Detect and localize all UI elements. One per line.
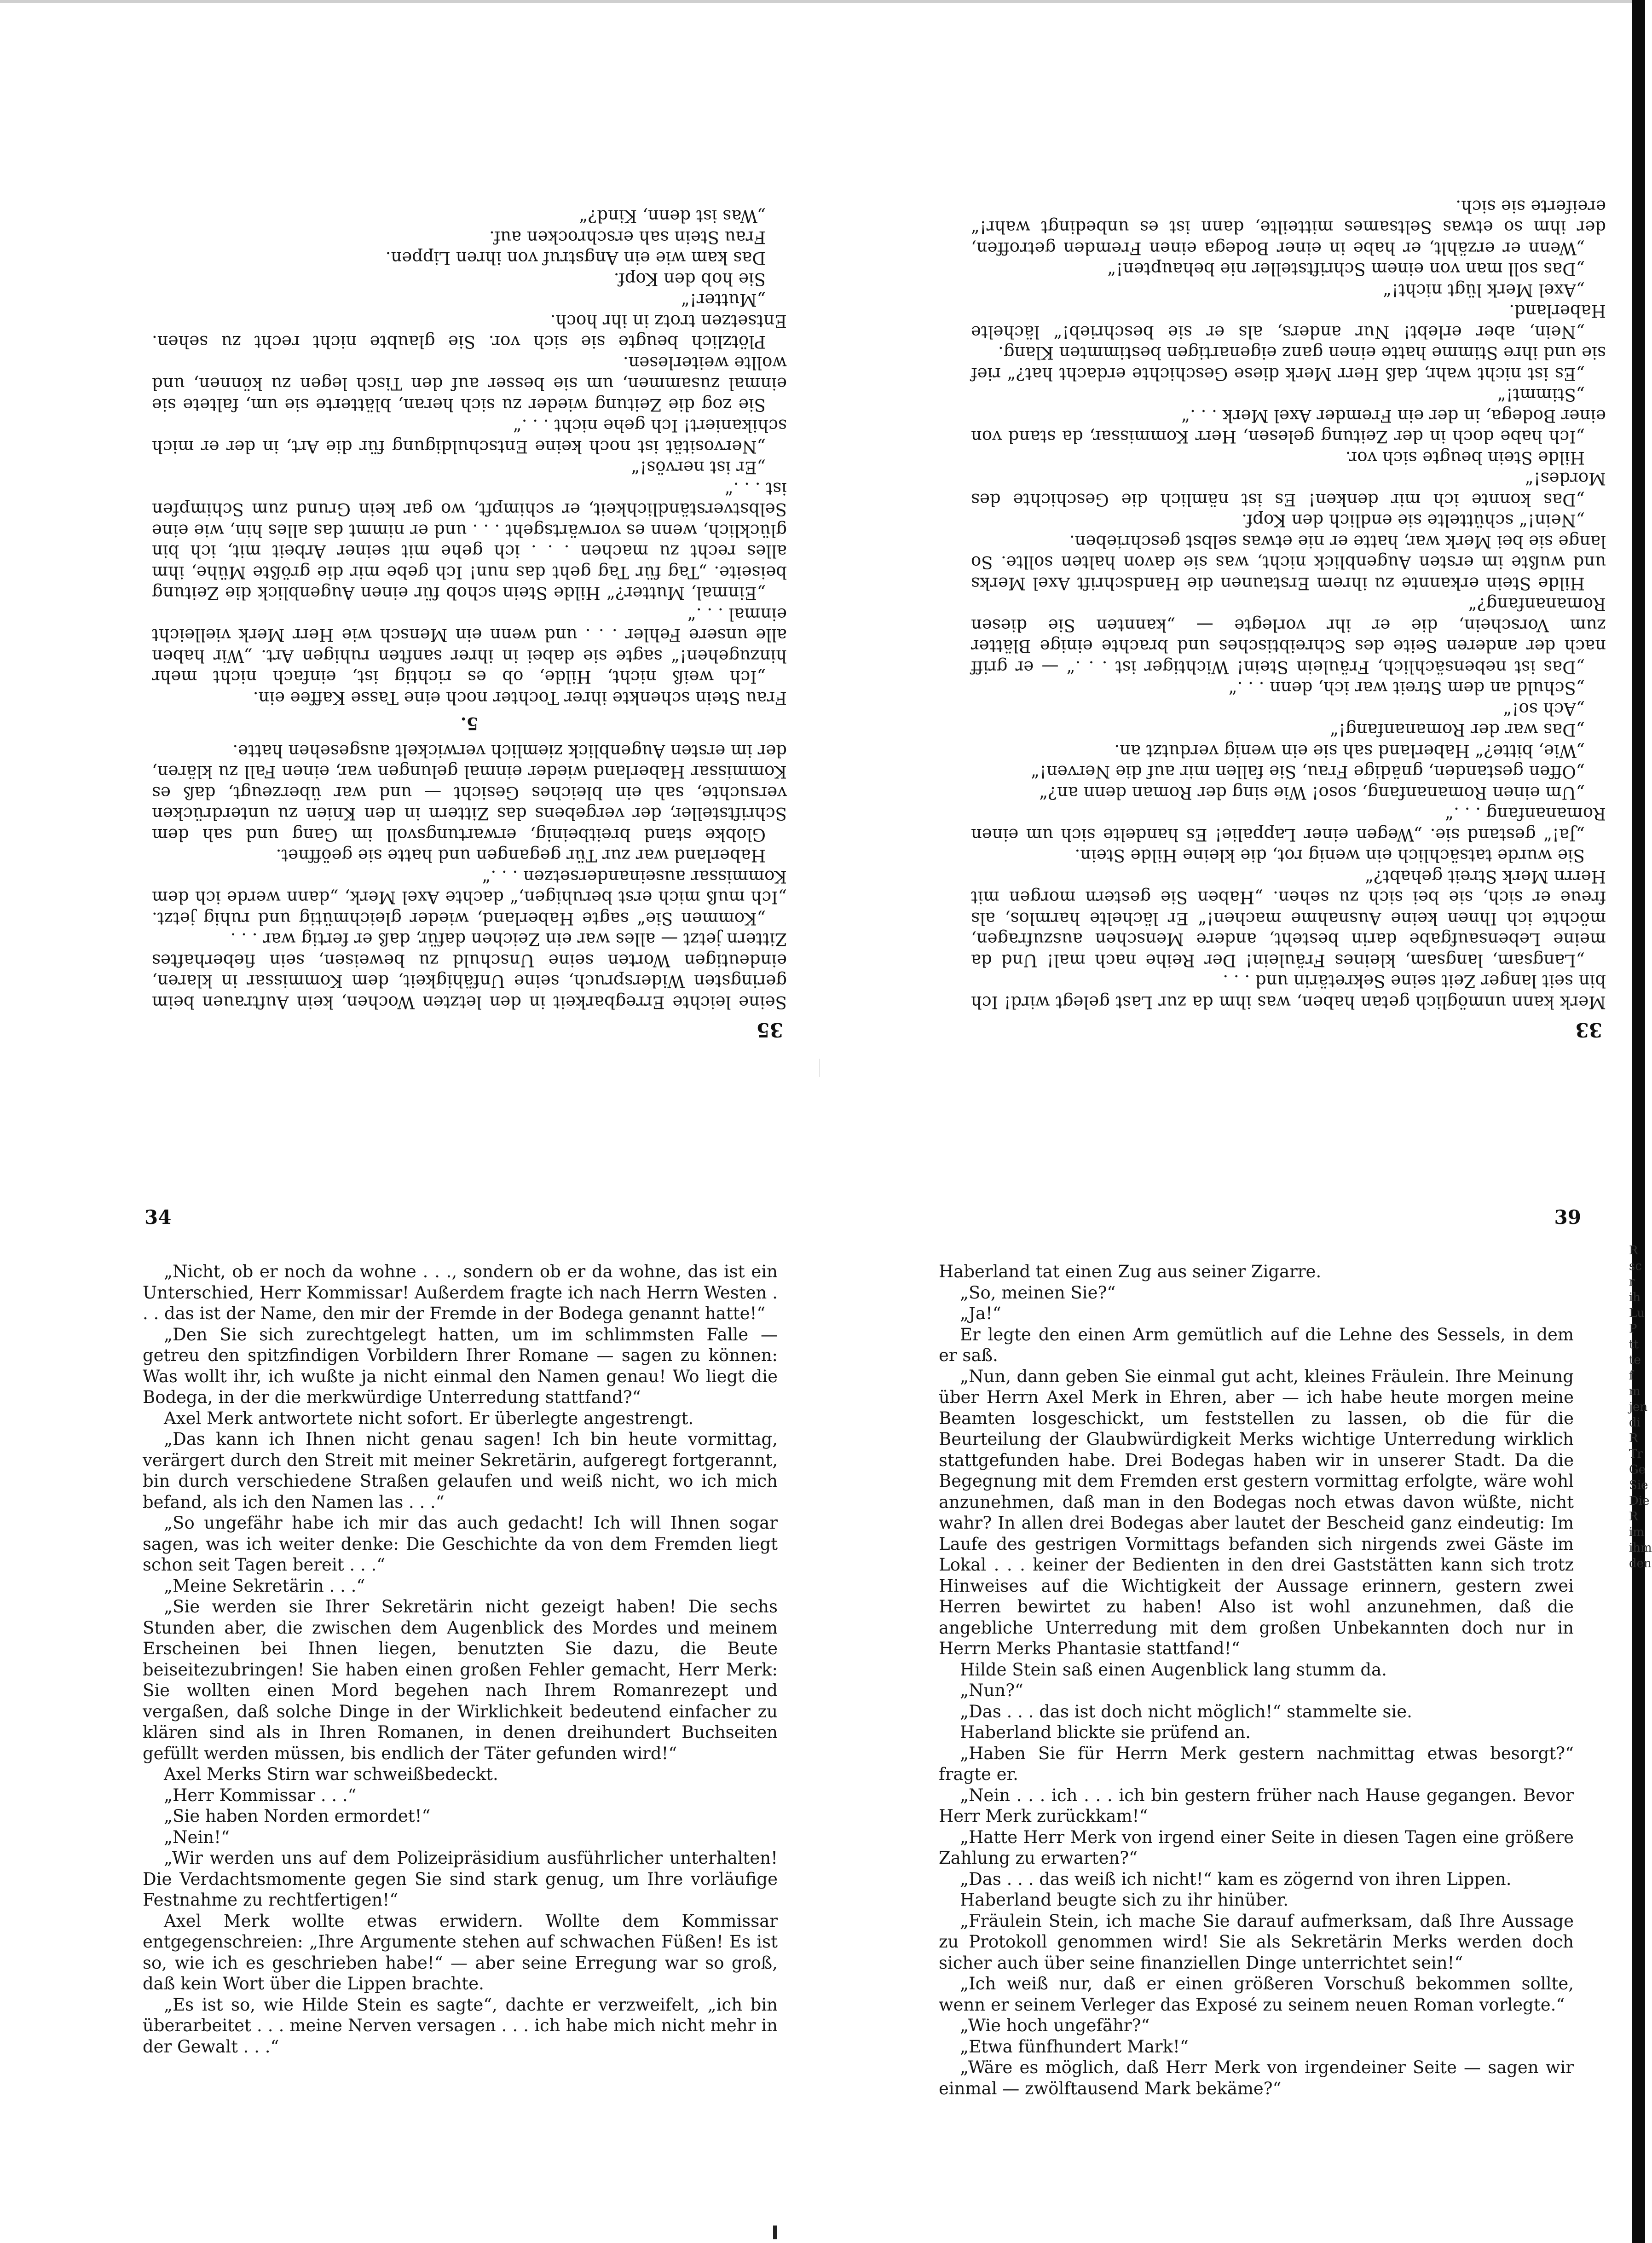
paragraph: „Hatte Herr Merk von irgend einer Seite in diesen Tagen eine größere Zahlung zu erwarten?“ (939, 1827, 1574, 1868)
paragraph: „Stimmt!“ (1497, 385, 1585, 405)
paragraph: „Axel Merk lügt nicht!“ (1383, 280, 1585, 300)
paragraph: „Wie, bitte?“ Haberland sah sie ein wenig verdutzt an. (1114, 741, 1585, 761)
strip-fragment: sc (1629, 1259, 1642, 1273)
section-number: 5. (460, 713, 479, 734)
strip-fragment: Die (1629, 1494, 1650, 1508)
paragraph: „Es ist so, wie Hilde Stein es sagte“, dachte er verzweifelt, „ich bin überarbeitet . . . meine Nerven versagen . . . ich habe mich nicht mehr in der Gewalt . . .“ (143, 1994, 778, 2057)
page-bottom-right (934, 1206, 1588, 2117)
strip-fragment: ih (1629, 1291, 1641, 1304)
paragraph: „Das . . . das weiß ich nicht!“ kam es zögernd von ihren Lippen. (960, 1869, 1512, 1889)
paragraph: Axel Merk antwortete nicht sofort. Er überlegte angestrengt. (164, 1408, 694, 1428)
strip-fragment: Ge (1629, 1463, 1646, 1477)
page-top-left (138, 138, 791, 1045)
paragraph: „Wenn er erzählt, er habe in einer Bodega einen Fremden getroffen, der ihm so etwas Seltsames mitteilte, dann ist es unbedingt wahr!“ ereiferte sie sich. (971, 197, 1606, 258)
strip-fragment: R (1629, 1244, 1638, 1258)
paragraph: „Um einen Romananfang, soso! Wie sing der Roman denn an?“ (1039, 783, 1585, 803)
paragraph: Axel Merks Stirn war schweißbedeckt. (164, 1764, 498, 1784)
paragraph: Frau Stein schenkte ihrer Tochter noch eine Tasse Kaffee ein. (253, 688, 787, 708)
paragraph: Haberland tat einen Zug aus seiner Zigarre. (939, 1262, 1322, 1281)
strip-fragment: Tr (1629, 1447, 1643, 1461)
page-number: 35 (756, 1019, 783, 1041)
paragraph: „Ich habe doch in der Zeitung gelesen, Herr Kommissar, da stand von einer Bodega, in der ein Fremder Axel Merk . . .“ (971, 406, 1606, 447)
paragraph: Er legte den einen Arm gemütlich auf die Lehne des Sessels, in dem er saß. (939, 1324, 1574, 1365)
strip-fragment: jen (1629, 1400, 1648, 1414)
paragraph: „Nein!“ (164, 1827, 230, 1847)
scan-speck (773, 2226, 777, 2239)
strip-fragment: im (1629, 1525, 1644, 1539)
paragraph: „Ja!“ (960, 1304, 1001, 1323)
paragraph: „Ich weiß nur, daß er einen größeren Vorschuß bekommen sollte, wenn er seinem Verleger das Exposé zu seinem neuen Roman vorlegte.“ (939, 1974, 1574, 2015)
paragraph: „Wir werden uns auf dem Polizeipräsidium ausführlicher unterhalten! Die Verdachtsmomente gegen Sie sind stark genug, um Ihre vorläufige Festnahme zu rechtfertigen!“ (143, 1848, 778, 1910)
strip-fragment: te (1629, 1353, 1641, 1367)
paragraph: Sie zog die Zeitung wieder zu sich heran, blätterte sie um, faltete sie einmal zusammen, um sie besser auf den Tisch legen zu können, und wollte weiterlesen. (152, 353, 787, 415)
paragraph: Plötzlich beugte sie sich vor. Sie glaubte nicht recht zu sehen. Entsetzen trotz in ihr hoch. (152, 311, 787, 352)
paragraph: „Herr Kommissar . . .“ (164, 1785, 357, 1805)
text-column (939, 1261, 1574, 2099)
strip-fragment: R (1629, 1432, 1638, 1445)
paragraph: „Nein . . . ich . . . ich bin gestern früher nach Hause gegangen. Bevor Herr Merk zurückkam!“ (939, 1785, 1574, 1826)
fold-mark (819, 1059, 820, 1077)
text-column (152, 206, 787, 1013)
paragraph: Hilde Stein erkannte zu ihrem Erstaunen die Handschrift Axel Merks und wußte im ersten Augenblick nicht, was sie davon halten sollte. So lange sie bei Merk war, hatte er nie etwas selbst geschrieben. (971, 532, 1606, 593)
paragraph: „Kommen Sie“ sagte Haberland, wieder gleichmütig und ruhig jetzt. „Ich muß mich erst beruhigen,“ dachte Axel Merk, „dann werde ich dem Kommissar auseinandersetzen . . .“ (152, 867, 787, 928)
paragraph: „Etwa fünfhundert Mark!“ (960, 2036, 1189, 2057)
paragraph: Seine leichte Erregbarkeit in den letzten Wochen, kein Auftrauen beim geringsten Widerspruch, seine Unfähigkeit, dem Kommissar in klaren, eindeutigen Worten seine Unschuld zu beweisen, sein fieberhaftes Zittern jetzt — alles war ein Zeichen dafür, daß er fertig war . . . (152, 929, 787, 1012)
adjacent-page-strip (1629, 1243, 1652, 1571)
strip-fragment: m (1629, 1385, 1640, 1398)
paragraph: „Ich weiß nicht, Hilde, ob es richtig ist, einfach nicht mehr hinzugehen!“ sagte sie dabei in ihrer sanften ruhigen Art. „Wir haben alle unsere Fehler . . . und wenn ein Mensch wie Herr Merk vielleicht einmal . . .“ (152, 604, 787, 687)
strip-fragment: di (1629, 1416, 1640, 1430)
paragraph: „Das konnte ich mir denken! Es ist nämlich die Geschichte des Mordes!“ (971, 469, 1606, 510)
strip-fragment: Lu (1629, 1306, 1645, 1320)
scan-right-edge (1632, 0, 1645, 2243)
paragraph: „Was ist denn, Kind?“ (579, 206, 766, 226)
strip-fragment: Sie (1629, 1478, 1648, 1492)
paragraph: Das kam wie ein Angstruf von ihren Lippen. (385, 248, 766, 268)
paragraph: Haberland blickte sie prüfend an. (960, 1722, 1251, 1742)
paragraph: „Einmal, Mutter?“ Hilde Stein schob für einen Augenblick die Zeitung beiseite. „Tag für Tag geht das nun! Ich gebe mir die größte Mühe, ihm alles recht zu machen . . . ich gehe mit seiner Arbeit mit, ich bin glücklich, wenn es vorwärtsgeht . . . und er nimmt das alles hin, wie eine Selbstverständlichkeit, er schimpft, wo gar kein Grund zum Schimpfen ist . . .“ (152, 479, 787, 603)
strip-fragment: r (1629, 1275, 1635, 1289)
paragraph: „Nicht, ob er noch da wohne . . ., sondern ob er da wohne, das ist ein Unterschied, Herr Kommissar! Außerdem fragte ich nach Herrn Westen . . . das ist der Name, den mir der Fremde in der Bodega genannt hatte!“ (143, 1262, 778, 1323)
page-number: 34 (144, 1206, 172, 1229)
paragraph: „Nein, aber erlebt! Nur anders, als er sie beschrieb!“ lächelte Haberland. (971, 301, 1606, 342)
paragraph: „Ach so!“ (1503, 699, 1585, 719)
paragraph: Axel Merk wollte etwas erwidern. Wollte dem Kommissar entgegenschreien: „Ihre Argumente stehen auf schwachen Füßen! Es ist so, wie ich es geschrieben habe!“ — aber seine Erregung war so groß, daß kein Wort über die Lippen brachte. (143, 1911, 778, 1994)
paragraph: „Das ist nebensächlich, Fräulein Stein! Wichtiger ist . . .“ — er griff nach der anderen Seite des Schreibtisches und brachte einige Blätter zum Vorschein, die er ihr vorlegte — „kannten Sie diesen Romananfang?“ (971, 594, 1606, 677)
page-number: 33 (1575, 1019, 1602, 1041)
paragraph: „So, meinen Sie?“ (960, 1282, 1116, 1303)
strip-fragment: tt (1629, 1338, 1639, 1351)
paragraph: „Das soll man von einem Schriftsteller nie behaupten!“ (1107, 259, 1585, 279)
paragraph: „Mutter!“ (681, 290, 766, 310)
paragraph: Globke stand breitbeinig, erwartungsvoll im Gang und sah dem Schriftsteller, der vergebens das Zittern in den Knien zu unterdrücken versuchte, sah ein bleiches Gesicht — und war überzeugt, daß es Kommissar Haberland wieder einmal gelungen war, einen Fall zu klären, der im ersten Augenblick ziemlich verwickelt ausgesehen hatte. (152, 741, 787, 845)
paragraph: „Offen gestanden, gnädige Frau, Sie fallen mir auf die Nerven!“ (1031, 762, 1585, 782)
scan-top-edge (0, 0, 1645, 3)
text-column (971, 196, 1606, 1013)
paragraph: „Meine Sekretärin . . .“ (164, 1576, 365, 1596)
paragraph: „Das war der Romananfang!“ (1330, 720, 1585, 740)
paragraph: „Das . . . das ist doch nicht möglich!“ stammelte sie. (960, 1701, 1412, 1721)
paragraph: „Den Sie sich zurechtgelegt hatten, um im schlimmsten Falle — getreu den spitzfindigen Vorbildern Ihrer Romane — sagen zu können: Was wollt ihr, ich wußte ja nicht einmal den Namen genau! Wo liegt die Bodega, in der die merkwürdige Unterredung stattfand?“ (143, 1324, 778, 1407)
paragraph: Merk kann unmöglich getan haben, was ihm da zur Last gelegt wird! Ich bin seit langer Zeit seine Sekretärin und . . . (971, 971, 1606, 1012)
paragraph: Frau Stein sah erschrocken auf. (489, 227, 766, 247)
paragraph: „Das kann ich Ihnen nicht genau sagen! Ich bin heute vormittag, verärgert durch den Streit mit meiner Sekretärin, aufgeregt fortgerannt, bin durch verschiedene Straßen gelaufen und weiß nicht, wo ich mich befand, als ich den Namen las . . .“ (143, 1429, 778, 1512)
paragraph: „Nervosität ist noch keine Entschuldigung für die Art, in der er mich schikaniert! Ich gehe nicht . . .“ (152, 416, 787, 457)
paragraph: „So ungefähr habe ich mir das auch gedacht! Ich will Ihnen sogar sagen, was ich weiter denke: Die Geschichte da von dem Fremden liegt schon seit Tagen bereit . . .“ (143, 1513, 778, 1575)
paragraph: Hilde Stein beugte sich vor. (1345, 448, 1585, 468)
paragraph: „Fräulein Stein, ich mache Sie darauf aufmerksam, daß Ihre Aussage zu Protokoll genommen wird! Sie als Sekretärin Merks werden doch sicher auch über seine finanziellen Dinge unterrichtet sein!“ (939, 1911, 1574, 1973)
page-top-right (957, 138, 1611, 1045)
paragraph: „Es ist nicht wahr, daß Herr Merk diese Geschichte erdacht hat?“ rief sie und ihre Stimme hatte einen ganz eigenartigen bestimmten Klang. (971, 343, 1606, 384)
paragraph: Sie hob den Kopf. (613, 269, 766, 289)
text-column (143, 1261, 778, 2057)
paragraph: „Wäre es möglich, daß Herr Merk von irgendeiner Seite — sagen wir einmal — zwölftausend Mark bekäme?“ (939, 2058, 1574, 2098)
paragraph: „Sie werden sie Ihrer Sekretärin nicht gezeigt haben! Die sechs Stunden aber, die zwischen dem Augenblick des Mordes und meinem Erscheinen bei Ihnen liegen, benutzten Sie dazu, die Beute beiseitezubringen! Sie haben einen großen Fehler gemacht, Herr Merk: Sie wollten einen Mord begehen nach Ihrem Romanrezept und vergaßen, daß solche Dinge in der Wirklichkeit bedeutend einfacher zu klären sind als in Ihren Romanen, in denen dreihundert Buchseiten gefüllt werden müssen, bis endlich der Täter gefunden wird!“ (143, 1597, 778, 1763)
paragraph: „Haben Sie für Herrn Merk gestern nachmittag etwas besorgt?“ fragte er. (939, 1743, 1574, 1784)
paragraph: „Sie haben Norden ermordet!“ (164, 1806, 431, 1826)
strip-fragment: f (1629, 1369, 1634, 1383)
paragraph: „Langsam, langsam, kleines Fräulein! Der Reihe nach mal! Und da meine Lebensaufgabe darin besteht, andere Menschen auszufragen, möchte ich Ihnen keine Ausnahme machen!“ Er lächelte harmlos, als freue er sich, sie bei sich zu sehen. „Haben Sie gestern morgen mit Herrn Merk Streit gehabt?“ (971, 867, 1606, 970)
paragraph: Haberland beugte sich zu ihr hinüber. (960, 1890, 1289, 1910)
paragraph: „Wie hoch ungefähr?“ (960, 2016, 1150, 2035)
strip-fragment: ihm (1629, 1541, 1652, 1555)
page-number: 39 (1554, 1206, 1581, 1229)
paragraph: Hilde Stein saß einen Augenblick lang stumm da. (960, 1659, 1387, 1680)
strip-fragment: den (1629, 1557, 1652, 1571)
paragraph: Sie wurde tatsächlich ein wenig rot, die kleine Hilde Stein. (1074, 846, 1585, 866)
paragraph: „Nun?“ (960, 1681, 1023, 1700)
page-bottom-left (138, 1206, 791, 2117)
paragraph: „Nein!“ schüttelte sie endlich den Kopf. (1242, 510, 1585, 531)
paragraph: „Ja!“ gestand sie. „Wegen einer Lappalie! Es handelte sich um einen Romananfang . . .“ (971, 804, 1606, 845)
paragraph: „Nun, dann geben Sie einmal gut acht, kleines Fräulein. Ihre Meinung über Herrn Axel Merk in Ehren, aber — ich habe heute morgen meine Beamten losgeschickt, um feststellen zu lassen, ob die für die Beurteilung der Glaubwürdigkeit Merks wichtige Unterredung wirklich stattgefunden habe. Drei Bodegas haben wir in unserer Stadt. Da die Begegnung mit dem Fremden erst gestern vormittag erfolgte, wäre wohl anzunehmen, daß man in den Bodegas noch etwas davon wüßte, nicht wahr? In allen drei Bodegas aber lautet der Bescheid ganz eindeutig: Im Laufe des gestrigen Vormittags befanden sich nirgends zwei Gäste im Lokal . . . keiner der Bedienten in den drei Gaststätten kann sich trotz Hinweises auf die Wichtigkeit der Aussage erinnern, gestern zwei Herren bewirtet zu haben! Also ist wohl anzunehmen, daß die angebliche Unterredung mit dem großen Unbekannten doch nur in Herrn Merks Phantasie stattfand!“ (939, 1366, 1574, 1658)
strip-fragment: R (1629, 1510, 1638, 1524)
paragraph: „Schuld an dem Streit war ich, denn . . .“ (1228, 678, 1585, 698)
strip-fragment: P (1629, 1322, 1637, 1336)
paragraph: „Er ist nervös!“ (631, 458, 766, 478)
paragraph: Haberland war zur Tür gegangen und hatte sie geöffnet. (276, 846, 766, 866)
